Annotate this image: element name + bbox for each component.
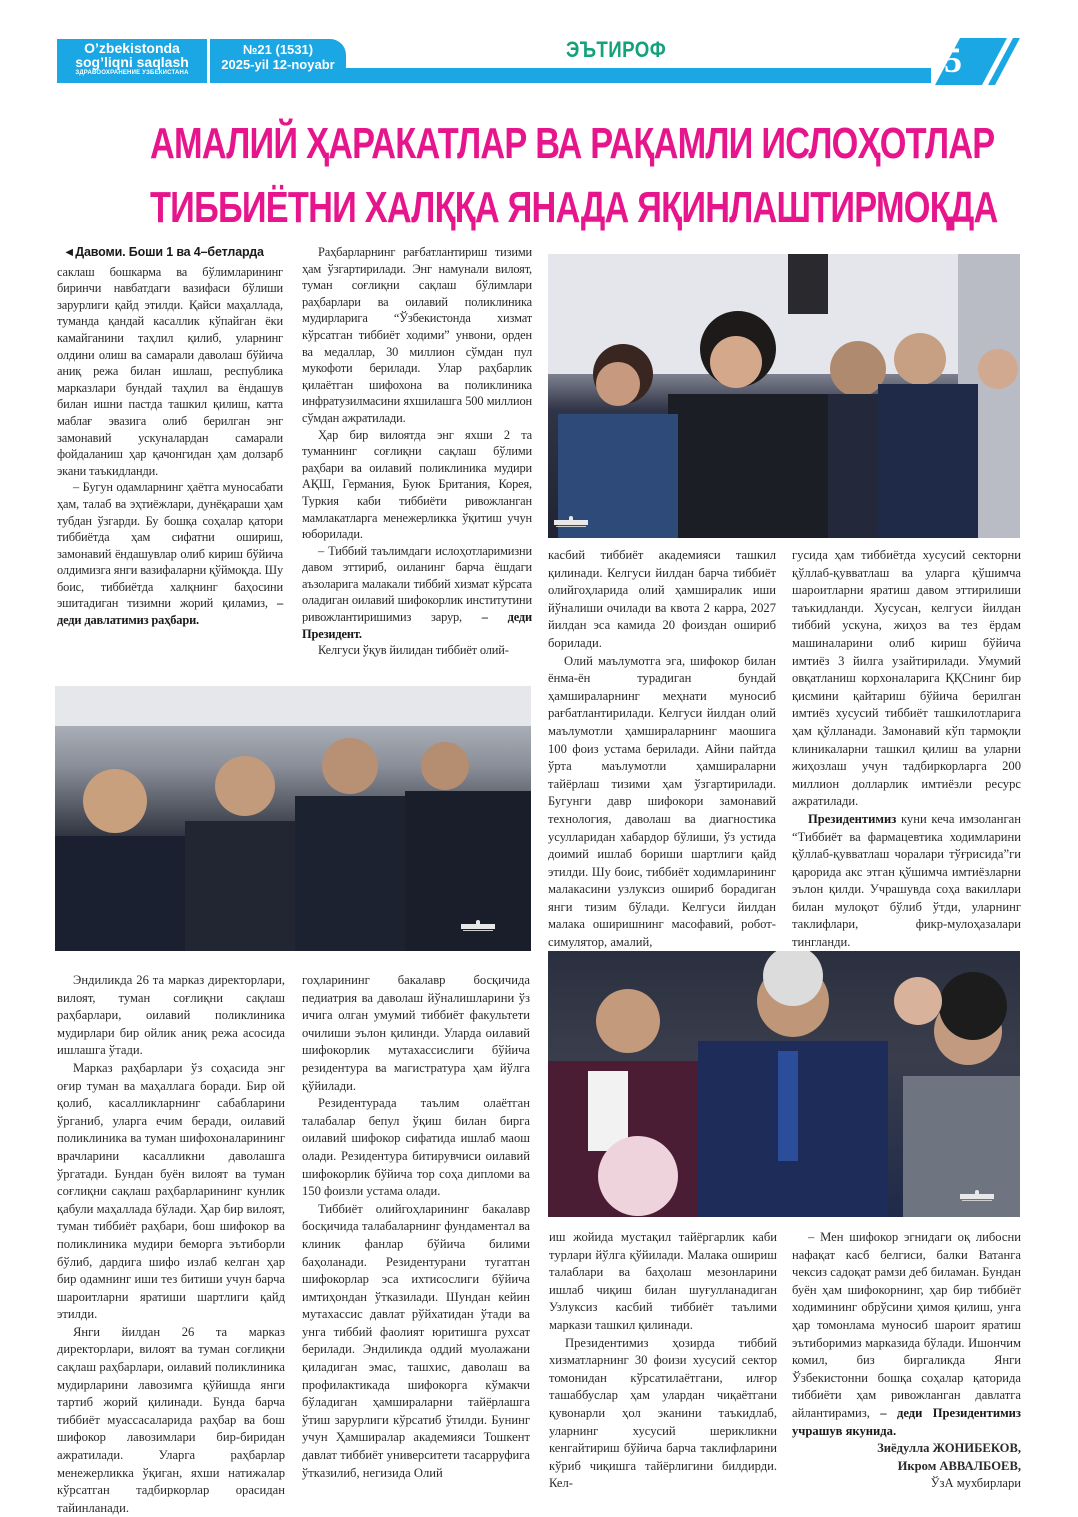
paragraph: – Тиббий таълимдаги ислоҳотларимизни давом эттириб, оиланинг барча ёшдаги аъзоларига малакали тиббий хизмат кўрсата оладиган оилавий шифокорлик институтини ривожлантиришимиз зарур, – деди Президент. (302, 543, 532, 641)
page-number-badge (910, 30, 1025, 90)
photo-watermark-icon (461, 920, 495, 932)
paragraph: касбий тиббиёт академияси ташкил қилинади. Келгуси йилдан барча тиббиёт олийгоҳларида олий ҳамширалик иши йўналиши очилади ва квота 2 карра, 2027 йилдан эса камида 20 фоиздан ошириб борилади. (548, 548, 776, 650)
author-role: ЎзА мухбирлари (930, 1476, 1021, 1491)
photo-audience-1-image (548, 254, 1020, 538)
issue-info (210, 39, 346, 83)
column-8 (792, 1229, 1021, 1493)
author-name: Икром АВВАЛБОЕВ, (897, 1458, 1021, 1473)
paper-name-line2: sog’liqni saqlash (75, 54, 189, 70)
photo-awardees-image (548, 951, 1020, 1217)
paragraph: гоҳларининг бакалавр босқичида педиатрия ва даволаш йўналишларини ўз ичига олган умумий тиббиёт факультети очилиши эълон қилинди. Уларда оилавий шифокорлик мутахассислиги бўйича резидентура ва магистратура ҳам йўлга қўйилади. (302, 973, 530, 1093)
page-number: 5 (944, 40, 962, 80)
column-3 (548, 547, 776, 952)
photo-audience-2-image (55, 686, 531, 951)
photo-watermark-icon (554, 516, 588, 528)
headline-line1: АМАЛИЙ ҲАРАКАТЛАР ВА РАҚАМЛИ ИСЛОҲОТЛАР (150, 119, 995, 168)
paragraph: Эндиликда 26 та марказ директорлари, вилоят, туман соғлиқни сақлаш раҳбарлари, оилавий поликлиника мудирлари бир ойлик аниқ режа асосида ишлашга ўтади. (57, 973, 285, 1058)
paragraph: Марказ раҳбарлари ўз соҳасида энг оғир туман ва маҳаллага боради. Бир ой қолиб, касалликларнинг сабабларини ўрганиб, уларга ечим беради, оилавий поликлиника ва туман шифохоналарининг врачларини касалликни даволашга ўргатади. Бундан буён вилоят ва туман соғлиқни сақлаш раҳбарларининг кунлик қабули маҳаллада бўлади. Ҳар бир вилоят, туман тиббиёт раҳбари, бош шифокор ва поликлиника мудири беморга эътиборли бўлиб, дардига шифо излаб келган ҳар бир одамнинг иши тез битиши учун барча шароитларни яратиши шартлиги қайд этилди. (57, 1060, 285, 1322)
paragraph: иш жойида мустақил тайёргарлик каби турлари йўлга қўйилади. Малака ошириш талаблари ва баҳолаш мезонларини ишлаб чиқиш билан шуғулланадиган Узлуксиз касбий тиббиёт таълими маркази ташкил қилинади. (549, 1230, 777, 1332)
paragraph: Янги йилдан 26 та марказ директорлари, вилоят ва туман соғлиқни сақлаш раҳбарлари, оилавий поликлиника мудирларини лавозимга қўйишда янги тартиб жорий қилинади. Бунда барча тиббиёт муассасаларида раҳбар ва бош шифокор лавозимлари бир-биридан ажратилади. Уларга раҳбарлар менежерликка ўқиган, яхши натижалар кўрсатган тадбиркорлар орасидан тайинланади. (57, 1324, 285, 1515)
photo-awardees (548, 951, 1020, 1217)
paragraph: Олий маълумотга эга, шифокор билан ёнма-ён турадиган бундай ҳамшираларнинг меҳнати муносиб рағбатлантирилади. Келгуси йилдан олий маълумотли ҳамшираларнинг маошига 100 фоиз устама берилади. Айни пайтда ўрта маълумотли ҳамшираларни тайёрлаш тизими ҳам ўзгартирилади. Бугунги давр шифокори замонавий технология, даволаш ва диагностика усулларидан хабардор бўлиши, ўз устида доимий ишлаб бориши шартлиги қайд этилди. Шу боис, тиббиёт ходимларининг малакасини узлуксиз ошириб борадиган янги тизим бўлади. Келгуси йилдан малака оширишнинг масофавий, робот-симулятор, амалий, (548, 653, 776, 950)
paper-name-line1: O’zbekistonda (84, 40, 180, 56)
paragraph: гусида ҳам тиббиётда хусусий секторни қўллаб-қувватлаш ва уларга қўшимча шароитларни яратиш давом эттирилиши таъкидланди. Хусусан, келгуси йилдан тиббий ускуна, жиҳоз ва тез ёрдам машиналарини олиб кириш бўйича имтиёз 3 йилга узайтирилади. Умумий овқатланиш корхоналарига ҚҚСнинг бир қисмини қайтариш бўйича берилган имтиёз хусусий тиббиёт ташкилотларига ҳам қўлланади. Замонавий кўп тармоқли клиникаларни ташкил қилиш ва уларни жиҳозлаш учун тадбиркорларга 200 миллион долларлик имтиёзли ресурс ажратилади. (792, 548, 1021, 809)
paper-name-ru: ЗДРАВООХРАНЕНИЕ УЗБЕКИСТАНА (75, 70, 189, 76)
author-name: Зиёдулла ЖОНИБЕКОВ, (877, 1441, 1021, 1456)
issue-date: 2025-yil 12-noyabr (221, 57, 335, 72)
paragraph: Резидентурада таълим олаётган талабалар бепул ўқиш билан бирга оилавий шифокор сифатида ишлаб маош олади. Резидентура битирувчиси оилавий шифокорлик бўйича тор соҳа дипломи ва 150 фоизли устама олади. (302, 1096, 530, 1199)
continuation-note: ◄Давоми. Боши 1 ва 4–бетларда (63, 245, 264, 259)
article-headline (40, 112, 1040, 240)
paragraph: Президентимиз куни кеча имзоланган “Тиббиёт ва фармацевтика ходимларини қўллаб-қувватлаш чоралари тўғрисида”ги қарорида акс этган қўшимча имтиёзларни эълон қилди. Учрашувда соҳа вакиллари билан мулоқот бўлиб ўтди, уларнинг таклифлари, фикр-мулоҳазалари тингланди. (792, 811, 1021, 950)
column-1 (57, 244, 283, 629)
issue-number: №21 (1531) (242, 42, 314, 57)
paragraph: Тиббиёт олийгоҳларининг бакалавр босқичида талабаларнинг фундаментал ва клиник фанлар бўйича билими баҳоланади. Резидентурани тугатган шифокорлар эса ихтисослиги бўйича имтиҳондан ўтказилади. Шундан кейин мутахассис давлат рўйхатидан ўтади ва унга тиббий фаолият юритишга рухсат берилади. Эндиликда оддий муолажани қиладиган эмас, ташхис, даволаш ва профилактикада шифокорга кўмакчи бўладиган ҳамшираларни тайёрлашга ўтиш зарурлиги кўрсатиб ўтилди. Бунинг учун Ҳамширалар академияси Тошкент давлат тиббиёт университети тасарруфига ўтказилиб, негизида Олий (302, 1201, 530, 1480)
paragraph: – Бугун одамларнинг ҳаётга муносабати ҳам, талаб ва эҳтиёжлари, дунёқараши ҳам тубдан ўзгарди. Бу бошқа соҳалар қатори тиббиётда ҳам сифатни ошириш, замонавий ёндашувлар олиб кириш бўйича олдимизга янги вазифаларни қўймоқда. Шу боис, тиббиётда халқнинг баҳосини эшитадиган тизимни жорий қиламиз, – деди давлатимиз раҳбари. (57, 480, 283, 628)
paragraph: Ҳар бир вилоятда энг яхши 2 та туманнинг соғлиқни сақлаш бўлими раҳбари ва оилавий поликлиника мудири АҚШ, Германия, Буюк Британия, Корея, Туркия каби тиббиёти ривожланган мамлакатларга менежерликка ўқитиш учун юборилади. (302, 427, 532, 542)
column-6 (302, 972, 530, 1482)
column-4 (792, 547, 1021, 952)
paragraph: – Мен шифокор эгнидаги оқ либосни нафақат касб белгиси, балки Ватанга чексиз садоқат рамзи деб биламан. Бундан буён ҳам шифокорнинг, ҳар бир тиббиёт ходимининг обрўсини ҳимоя қилиш, унга ҳар томонлама муносиб шароит яратиш эътиборимиз марказида бўлади. Ишончим комил, биз биргаликда Янги Ўзбекистонни бошқа соҳалар қаторида тиббиёти ҳам ривожланган давлатга айлантирамиз, – деди Президентимиз учрашув якунида. (792, 1230, 1021, 1438)
photo-audience-2 (55, 686, 531, 951)
paragraph: Раҳбарларнинг рағбатлантириш тизими ҳам ўзгартирилади. Энг намунали вилоят, туман соғлиқни сақлаш бўлимлари раҳбарлари ва оилавий поликлиника мудирларига “Ўзбекистонда хизмат кўрсатган тиббиёт ходими” унвони, орден ва медаллар, 30 миллион сўмдан пул мукофоти берилади. Улар раҳбарлик қилаётган шифохона ва поликлиника инфратузилмасини яхшилашга 500 миллион сўмдан ажратилади. (302, 245, 532, 425)
paragraph: Келгуси ўқув йилидан тиббиёт олий- (318, 643, 509, 658)
column-7 (549, 1229, 777, 1493)
column-2 (302, 244, 532, 659)
paragraph: Президентимиз ҳозирда тиббий хизматларнинг 30 фоизи хусусий сектор томонидан кўрсатилаётгани, илғор ташаббуслар ҳам улардан чиқаётгани қувонарли ҳол эканини таъкидлаб, уларнинг хусусий шерикликни кенгайтириш бўйича барча таклифларини кўриб чиқишга тайёрлигини билдирди. Кел- (549, 1335, 777, 1491)
photo-audience-1 (548, 254, 1020, 538)
paragraph: саклаш бошкарма ва бўлимларининг биринчи навбатдаги вазифаси бўлиши зарурлиги қайд этилди. Қайси маҳаллада, туманда қандай касаллик кўпайган ёки камайганини таҳлил қилиб, уларнинг олдини олиш ва самарали даволаш бўйича аниқ режа билан ишлаш, республика марказлари бундай таҳлил ва ёндашув билан ишни пастда ташкил қилиш, катта маблағ эвазига олиб берилган энг замонавий ускуналардан самарали фойдаланиш ҳар қачонгидан ҳам долзарб экани таъкидланди. (57, 264, 283, 478)
headline-line2: ТИББИЁТНИ ХАЛҚҚА ЯНАДА ЯҚИНЛАШТИРМОҚДА (150, 183, 998, 232)
header-rule (346, 68, 931, 83)
section-rubric: ЭЪТИРОФ (566, 37, 667, 62)
column-5 (57, 972, 285, 1517)
masthead-logo (57, 39, 207, 83)
photo-watermark-icon (960, 1190, 994, 1202)
